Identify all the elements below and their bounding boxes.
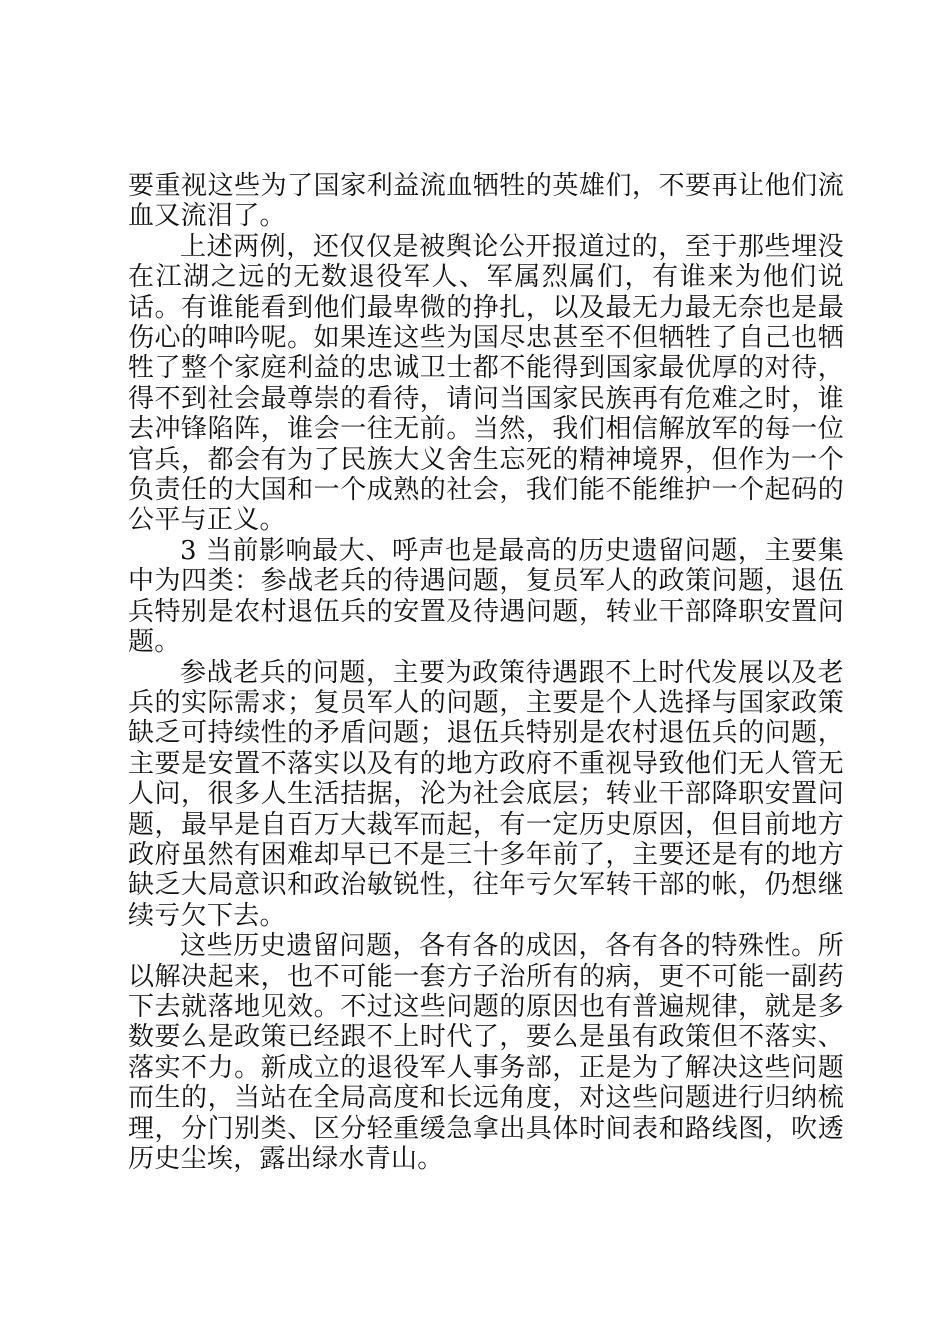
document-body xyxy=(128,171,844,1174)
paragraph-5: 这些历史遗留问题，各有各的成因，各有各的特殊性。所以解决起来，也不可能一套方子治所有的病，更不可能一副药下去就落地见效。不过这些问题的原因也有普遍规律，就是多数要么是政策已经跟不上时代了，要么是虽有政策但不落实、落实不力。新成立的退役军人事务部，正是为了解决这些问题而生的，当站在全局高度和长远角度，对这些问题进行归纳梳理，分门别类、区分轻重缓急拿出具体时间表和路线图，吹透历史尘埃，露出绿水青山。 xyxy=(128,931,844,1174)
paragraph-2: 上述两例，还仅仅是被舆论公开报道过的，至于那些埋没在江湖之远的无数退役军人、军属烈属们，有谁来为他们说话。有谁能看到他们最卑微的挣扎，以及最无力最无奈也是最伤心的呻吟呢。如果连这些为国尽忠甚至不但牺牲了自己也牺牲了整个家庭利益的忠诚卫士都不能得到国家最优厚的对待，得不到社会最尊崇的看待，请问当国家民族再有危难之时，谁去冲锋陷阵，谁会一往无前。当然，我们相信解放军的每一位官兵，都会有为了民族大义舍生忘死的精神境界，但作为一个负责任的大国和一个成熟的社会，我们能不能维护一个起码的公平与正义。 xyxy=(128,231,844,536)
paragraph-3: 3 当前影响最大、呼声也是最高的历史遗留问题，主要集中为四类：参战老兵的待遇问题，复员军人的政策问题，退伍兵特别是农村退伍兵的安置及待遇问题，转业干部降职安置问题。 xyxy=(128,535,844,658)
paragraph-4: 参战老兵的问题，主要为政策待遇跟不上时代发展以及老兵的实际需求；复员军人的问题，主要是个人选择与国家政策缺乏可持续性的矛盾问题；退伍兵特别是农村退伍兵的问题，主要是安置不落实以及有的地方政府不重视导致他们无人管无人问，很多人生活拮据，沦为社会底层；转业干部降职安置问题，最早是自百万大裁军而起，有一定历史原因，但目前地方政府虽然有困难却早已不是三十多年前了，主要还是有的地方缺乏大局意识和政治敏锐性，往年亏欠军转干部的帐，仍想继续亏欠下去。 xyxy=(128,657,844,931)
paragraph-1: 要重视这些为了国家利益流血牺牲的英雄们，不要再让他们流血又流泪了。 xyxy=(128,171,844,232)
